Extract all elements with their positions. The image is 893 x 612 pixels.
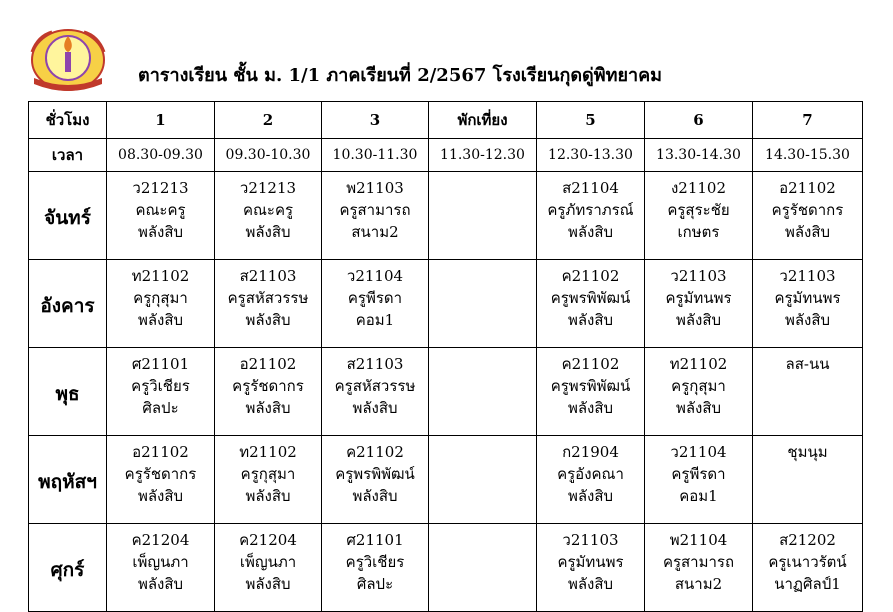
schedule-cell	[322, 260, 429, 348]
schedule-cell	[753, 348, 863, 436]
schedule-cell	[107, 436, 215, 524]
subject-code: อ21102	[132, 443, 189, 461]
teacher-name: ครูกุสุมา	[671, 377, 726, 395]
header-period: 1	[107, 102, 215, 139]
room-name: พลังสิบ	[567, 575, 614, 593]
subject-code: พ21104	[669, 531, 728, 549]
time-cell: 14.30-15.30	[753, 139, 863, 172]
schedule-cell	[107, 260, 215, 348]
schedule-cell	[322, 524, 429, 612]
header-period: 5	[537, 102, 645, 139]
room-name: ศิลปะ	[142, 399, 179, 417]
schedule-cell	[322, 348, 429, 436]
room-name: พลังสิบ	[137, 487, 184, 505]
schedule-cell	[537, 524, 645, 612]
room-name: นาฏศิลป์1	[774, 575, 841, 593]
schedule-cell	[753, 436, 863, 524]
subject-code: ชุมนุม	[787, 443, 828, 461]
time-cell: 08.30-09.30	[107, 139, 215, 172]
room-name: เกษตร	[677, 223, 720, 241]
room-name: พลังสิบ	[675, 311, 722, 329]
room-name: สนาม2	[351, 223, 399, 241]
teacher-name: คณะครู	[135, 201, 186, 219]
subject-code: ศ21101	[131, 355, 190, 373]
schedule-cell	[429, 172, 537, 260]
teacher-name: ครูสหัสวรรษ	[334, 377, 416, 395]
teacher-name: ครูมัทนพร	[665, 289, 732, 307]
schedule-cell	[215, 524, 322, 612]
schedule-cell	[645, 172, 753, 260]
schedule-cell	[645, 524, 753, 612]
room-name: พลังสิบ	[675, 399, 722, 417]
teacher-name: เพ็ญนภา	[132, 553, 189, 571]
schedule-cell	[215, 348, 322, 436]
day-row	[29, 436, 863, 524]
teacher-name: ครูสุระชัย	[667, 201, 730, 219]
room-name: พลังสิบ	[784, 223, 831, 241]
schedule-cell	[215, 260, 322, 348]
teacher-name: ครูมัทนพร	[774, 289, 841, 307]
subject-code: ส21202	[779, 531, 836, 549]
page-title: ตารางเรียน ชั้น ม. 1/1 ภาคเรียนที่ 2/2567 โรงเรียนกุดดู่พิทยาคม	[138, 65, 663, 86]
schedule-cell	[753, 172, 863, 260]
teacher-name: ครูพรพิพัฒน์	[335, 465, 415, 483]
subject-code: ค21204	[239, 531, 297, 549]
schedule-cell	[645, 348, 753, 436]
subject-code: อ21102	[239, 355, 297, 373]
schedule-cell	[429, 524, 537, 612]
day-row	[29, 260, 863, 348]
subject-code: ว21103	[670, 267, 727, 285]
teacher-name: ครูเนาวรัตน์	[768, 553, 847, 571]
header-hour-label: ชั่วโมง	[29, 102, 107, 139]
subject-code: ว21213	[239, 179, 297, 197]
room-name: พลังสิบ	[567, 223, 614, 241]
room-name: พลังสิบ	[567, 399, 614, 417]
header-period: 7	[753, 102, 863, 139]
room-name: พลังสิบ	[352, 399, 398, 417]
schedule-cell	[429, 260, 537, 348]
time-cell: 13.30-14.30	[645, 139, 753, 172]
schedule-cell	[107, 348, 215, 436]
schedule-cell	[645, 436, 753, 524]
schedule-cell	[537, 436, 645, 524]
subject-code: ว21103	[562, 531, 619, 549]
subject-code: ว21103	[779, 267, 836, 285]
teacher-name: ครูภัทราภรณ์	[547, 201, 634, 219]
day-name: จันทร์	[29, 172, 107, 260]
teacher-name: ครูวิเชียร	[131, 377, 190, 395]
teacher-name: ครูกุสุมา	[240, 465, 296, 483]
teacher-name: ครูรัชดากร	[124, 465, 197, 483]
day-name: พุธ	[29, 348, 107, 436]
day-row	[29, 348, 863, 436]
schedule-cell	[429, 348, 537, 436]
teacher-name: ครูพรพิพัฒน์	[550, 289, 631, 307]
subject-code: ว21104	[670, 443, 727, 461]
teacher-name: ครูสหัสวรรษ	[227, 289, 309, 307]
room-name: สนาม2	[674, 575, 723, 593]
time-cell: 12.30-13.30	[537, 139, 645, 172]
teacher-name: ครูสามารถ	[339, 201, 411, 219]
subject-code: ค21102	[561, 355, 620, 373]
subject-code: ส21103	[346, 355, 404, 373]
room-name: พลังสิบ	[352, 487, 398, 505]
schedule-cell	[215, 436, 322, 524]
room-name: พลังสิบ	[567, 487, 614, 505]
subject-code: ว21104	[346, 267, 404, 285]
header-period: 3	[322, 102, 429, 139]
time-cell: 11.30-12.30	[429, 139, 537, 172]
teacher-name: เพ็ญนภา	[239, 553, 297, 571]
schedule-cell	[215, 172, 322, 260]
subject-code: ท21102	[131, 267, 190, 285]
subject-code: ค21102	[561, 267, 620, 285]
schedule-cell	[753, 260, 863, 348]
room-name: พลังสิบ	[245, 399, 291, 417]
schedule-cell	[645, 260, 753, 348]
room-name: พลังสิบ	[137, 223, 184, 241]
subject-code: ศ21101	[346, 531, 404, 549]
subject-code: ท21102	[669, 355, 728, 373]
room-name: พลังสิบ	[137, 575, 184, 593]
header-row	[29, 102, 863, 139]
day-name: ศุกร์	[29, 524, 107, 612]
subject-code: ส21103	[239, 267, 297, 285]
school-logo	[28, 22, 108, 92]
time-row	[29, 139, 863, 172]
subject-code: ง21102	[670, 179, 727, 197]
header-period: 2	[215, 102, 322, 139]
room-name: พลังสิบ	[245, 223, 291, 241]
teacher-name: คณะครู	[242, 201, 294, 219]
day-row	[29, 524, 863, 612]
time-label: เวลา	[29, 139, 107, 172]
teacher-name: ครูมัทนพร	[557, 553, 624, 571]
subject-code: ค21102	[346, 443, 404, 461]
schedule-cell	[322, 436, 429, 524]
subject-code: ก21904	[562, 443, 619, 461]
room-name: พลังสิบ	[245, 311, 291, 329]
schedule-cell	[753, 524, 863, 612]
time-cell: 10.30-11.30	[322, 139, 429, 172]
teacher-name: ครูรัชดากร	[232, 377, 304, 395]
subject-code: ว21213	[132, 179, 189, 197]
schedule-cell	[107, 172, 215, 260]
subject-code: ส21104	[562, 179, 619, 197]
schedule-cell	[537, 260, 645, 348]
header-period: 6	[645, 102, 753, 139]
room-name: พลังสิบ	[245, 487, 291, 505]
subject-code: ค21204	[131, 531, 190, 549]
day-row	[29, 172, 863, 260]
subject-code: อ21102	[779, 179, 836, 197]
room-name: พลังสิบ	[784, 311, 831, 329]
teacher-name: ครูพีรดา	[347, 289, 403, 307]
teacher-name: ครูพีรดา	[671, 465, 726, 483]
teacher-name: ครูวิเชียร	[345, 553, 405, 571]
room-name: คอม1	[679, 487, 718, 505]
day-name: อังคาร	[29, 260, 107, 348]
schedule-cell	[322, 172, 429, 260]
teacher-name: ครูสามารถ	[662, 553, 735, 571]
schedule-cell	[537, 172, 645, 260]
subject-code: ลส-นน	[785, 355, 830, 373]
day-name: พฤหัสฯ	[29, 436, 107, 524]
room-name: คอม1	[355, 311, 395, 329]
subject-code: ท21102	[239, 443, 297, 461]
room-name: พลังสิบ	[245, 575, 291, 593]
schedule-cell	[107, 524, 215, 612]
teacher-name: ครูรัชดากร	[771, 201, 844, 219]
room-name: พลังสิบ	[137, 311, 184, 329]
subject-code: พ21103	[346, 179, 404, 197]
timetable	[28, 101, 863, 612]
time-cell: 09.30-10.30	[215, 139, 322, 172]
room-name: พลังสิบ	[567, 311, 614, 329]
header-period: พักเที่ยง	[429, 102, 537, 139]
teacher-name: ครูอังคณา	[557, 465, 624, 483]
schedule-cell	[429, 436, 537, 524]
schedule-cell	[537, 348, 645, 436]
teacher-name: ครูกุสุมา	[133, 289, 188, 307]
teacher-name: ครูพรพิพัฒน์	[550, 377, 631, 395]
room-name: ศิลปะ	[356, 575, 394, 593]
